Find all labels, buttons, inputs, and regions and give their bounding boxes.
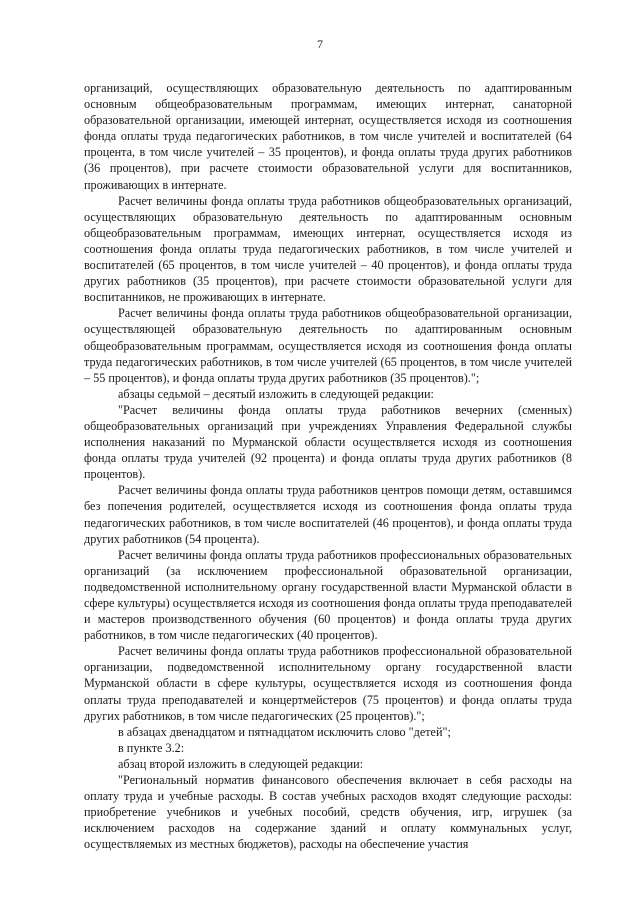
paragraph: "Расчет величины фонда оплаты труда работников вечерних (сменных) общеобразовательных организаций при учреждениях Управления Федеральной службы исполнения наказаний по Мурманской области осуществляется исходя из соотношения фонда оплаты труда учителей (92 процента) и фонда оплаты труда других работников (8 процентов). (84, 402, 572, 482)
paragraph: Расчет величины фонда оплаты труда работников общеобразовательных организаций, осуществляющих образовательную деятельность по адаптированным основным общеобразовательным программам, имеющих интернат, осуществляется исходя из соотношения фонда оплаты труда педагогических работников, в том числе учителей и воспитателей (65 процентов, в том числе учителей – 40 процентов), и фонда оплаты труда других работников (35 процентов), при расчете стоимости образовательной услуги для воспитанников, не проживающих в интернате. (84, 193, 572, 305)
paragraph: "Региональный норматив финансового обеспечения включает в себя расходы на оплату труда и учебные расходы. В состав учебных расходов входят следующие расходы: приобретение учебников и учебных пособий, средств обучения, игр, игрушек (за исключением расходов на содержание зданий и оплату коммунальных услуг, осуществляемых из местных бюджетов), расходы на обеспечение участия (84, 773, 572, 852)
paragraph: в абзацах двенадцатом и пятнадцатом исключить слово "детей"; (118, 724, 451, 739)
paragraph: Расчет величины фонда оплаты труда работников профессиональных образовательных организаций (за исключением профессиональной образовательной организации, подведомственной исполнительному органу государственной власти Мурманской области в сфере культуры) осуществляется исходя из соотношения фонда оплаты труда преподавателей и мастеров производственного обучения (60 процентов) и фонда оплаты труда других работников, в том числе педагогических (40 процентов). (84, 547, 572, 643)
page-number: 7 (317, 37, 323, 51)
paragraph: абзац второй изложить в следующей редакции: (118, 756, 364, 771)
paragraph: Расчет величины фонда оплаты труда работников центров помощи детям, оставшимся без попечения родителей, осуществляется исходя из соотношения фонда оплаты труда педагогических работников, в том числе воспитателей (46 процентов), и фонда оплаты труда других работников (54 процента). (84, 483, 572, 546)
paragraph: организаций, осуществляющих образовательную деятельность по адаптированным основным общеобразовательным программам, имеющих интернат, санаторной образовательной организации, имеющей интернат, осуществляется исходя из соотношения фонда оплаты труда педагогических работников, в том числе учителей и воспитателей (64 процента, в том числе учителей – 35 процентов), и фонда оплаты труда других работников (36 процентов), при расчете стоимости образовательной услуги для воспитанников, проживающих в интернате. (84, 81, 572, 192)
paragraph: Расчет величины фонда оплаты труда работников профессиональной образовательной организации, подведомственной исполнительному органу государственной власти Мурманской области в сфере культуры, осуществляется исходя из соотношения фонда оплаты труда преподавателей и концертмейстеров (75 процентов) и фонда оплаты труда других работников, в том числе педагогических (25 процентов)."; (84, 644, 572, 723)
document-body (84, 80, 572, 853)
paragraph: в пункте 3.2: (118, 740, 185, 755)
paragraph: Расчет величины фонда оплаты труда работников общеобразовательной организации, осуществляющей образовательную деятельность по адаптированным основным общеобразовательным программам, осуществляется исходя из соотношения фонда оплаты труда педагогических работников, в том числе учителей (65 процентов, в том числе учителей – 55 процентов), и фонда оплаты труда других работников (35 процентов)."; (84, 306, 572, 385)
paragraph: абзацы седьмой – десятый изложить в следующей редакции: (118, 386, 434, 401)
